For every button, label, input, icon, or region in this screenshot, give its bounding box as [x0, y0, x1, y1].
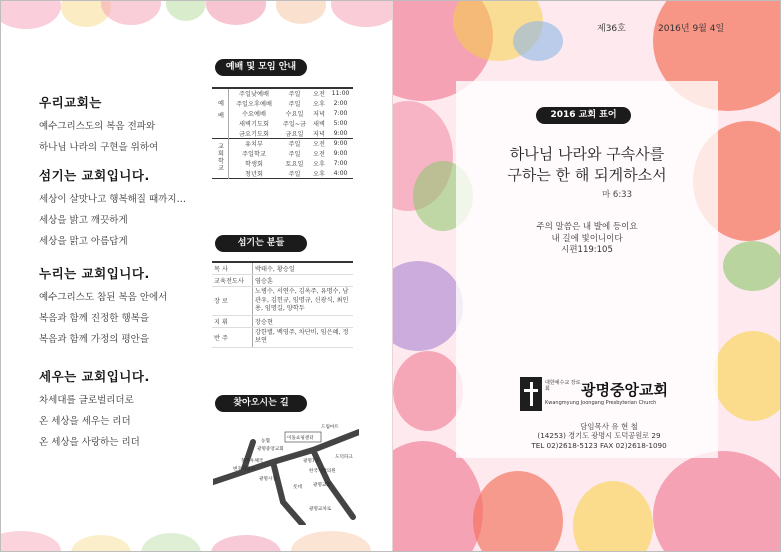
service-name: 유치부 [229, 138, 280, 148]
service-period: 오전 [313, 151, 325, 159]
staff-role: 교육전도사 [212, 275, 253, 287]
table-row [212, 275, 353, 287]
map-label: 이돌쇼핑센터 [287, 436, 314, 441]
issue-number: 제36호 [597, 24, 626, 34]
vision-line: 복음과 함께 가정의 평안을 [39, 334, 150, 345]
floral-border-bottom [1, 525, 393, 552]
vision-heading: 섬기는 교회입니다. [39, 168, 150, 183]
staff-names: 박태수, 황승일 [253, 262, 354, 275]
service-day: 주일 [288, 170, 301, 178]
church-name: 광명중앙교회 [581, 381, 668, 399]
staff-names: 장승현 [253, 315, 354, 327]
flower-decoration [713, 331, 781, 421]
category-label: 예배 [216, 100, 224, 125]
staff-role: 목 사 [212, 262, 253, 275]
table-row [212, 327, 353, 347]
service-period: 오후 [313, 170, 325, 178]
bible-verse [469, 222, 705, 257]
table-row [212, 287, 353, 316]
service-time: 5:00 [333, 119, 348, 127]
vision-line: 예수그리스도의 복음 전파와 [39, 121, 156, 132]
staff-names: 강한별, 백영주, 차단비, 임은혜, 정보연 [253, 327, 354, 347]
map-label: 광명7동 [303, 459, 320, 464]
service-time: 2:00 [333, 100, 348, 108]
table-row [212, 88, 353, 99]
vision-line: 하나님 나라의 구현을 위하여 [39, 142, 159, 153]
flower-decoration [513, 21, 563, 61]
directions-map [213, 422, 359, 525]
vision-heading: 누리는 교회입니다. [39, 266, 150, 281]
service-day: 주일 [288, 101, 301, 109]
service-time: 9:00 [333, 150, 348, 158]
service-name: 새벽기도회 [239, 120, 269, 128]
service-name: 금요기도회 [239, 130, 269, 138]
church-phone: TEL 02)2618-5123 FAX 02)2618-1090 [531, 441, 667, 450]
service-period: 오전 [310, 88, 328, 99]
service-time: 9:00 [333, 129, 348, 137]
map-label: 드림마트 [321, 425, 339, 430]
map-label: 광명시장 [259, 477, 277, 482]
map-label: 한국가정의원 [309, 469, 336, 474]
cross-icon [520, 377, 542, 411]
table-row [212, 138, 353, 148]
church-address: (14253) 경기도 광명시 도덕공원로 29 [537, 431, 661, 440]
staff-role: 지 휘 [212, 315, 253, 327]
church-motto [469, 144, 705, 186]
vision-line: 세상이 살맛나고 행복해질 때까지… [39, 194, 187, 205]
service-day: 토요일 [285, 160, 304, 168]
table-row [212, 118, 353, 128]
verse-line: 주의 말씀은 내 발에 등이요 [536, 222, 638, 232]
bulletin-date: 2016년 9월 4일 [658, 24, 725, 34]
service-time: 11:00 [328, 88, 353, 99]
church-name-english: Kwangmyung Joongang Presbyterian Church [545, 400, 657, 406]
service-name: 수요예배 [242, 110, 266, 118]
staff-role: 장 로 [212, 287, 253, 316]
service-day: 주일 [288, 151, 301, 159]
service-time: 7:00 [333, 109, 348, 117]
service-day: 금요일 [285, 130, 304, 138]
map-label: 광명교회 [313, 483, 331, 488]
vision-line: 세상을 맑고 아름답게 [39, 236, 128, 247]
table-row [212, 99, 353, 109]
worship-title: 예배 및 모임 안내 [215, 59, 307, 76]
service-period: 저녁 [313, 110, 325, 118]
service-name: 주일학교 [242, 151, 266, 159]
service-name: 주일낮예배 [229, 88, 280, 99]
map-label: 도덕파크 [335, 455, 353, 460]
category-cell [212, 88, 229, 138]
table-row [212, 128, 353, 138]
service-period: 저녁 [313, 130, 325, 138]
motto-reference: 마 6:33 [602, 190, 633, 200]
vision-line: 온 세상을 세우는 리더 [39, 416, 131, 427]
table-row [212, 262, 353, 275]
category-label: 교회학교 [216, 143, 224, 172]
service-day: 수요일 [285, 110, 304, 118]
service-time: 4:00 [333, 169, 348, 177]
staff-title: 섬기는 분들 [215, 235, 307, 252]
flower-decoration [723, 241, 781, 291]
category-cell [212, 138, 229, 178]
verse-line: 내 길에 빛이니이다 [551, 233, 623, 244]
map-label: 광명교차로 [309, 507, 332, 512]
vision-line: 복음과 함께 진정한 행복을 [39, 313, 150, 324]
table-row [212, 109, 353, 119]
service-period: 오후 [313, 160, 325, 168]
service-period: 오전 [310, 138, 328, 148]
church-logo [520, 377, 670, 411]
service-period: 오후 [313, 101, 325, 109]
denomination-label: 대한예수교 장로회 [545, 380, 581, 392]
church-contact [501, 431, 697, 451]
motto-line: 하나님 나라와 구속사를 [509, 145, 665, 163]
staff-role: 반 주 [212, 327, 253, 347]
map-label: 변호파출소 [233, 467, 256, 472]
flower-decoration [473, 471, 563, 552]
map-label: 철산우체국 [241, 459, 264, 464]
service-name: 학생회 [245, 160, 263, 168]
vision-line: 세상을 밝고 깨끗하게 [39, 215, 128, 226]
vision-section-3 [39, 264, 209, 345]
vision-section-1 [39, 93, 209, 153]
motto-label: 2016 교회 표어 [536, 107, 631, 124]
verse-line: 시편119:105 [561, 245, 613, 255]
service-period: 새벽 [313, 120, 325, 128]
vision-heading: 우리교회는 [39, 95, 102, 110]
service-day: 주일 [279, 138, 310, 148]
flower-decoration [393, 351, 463, 431]
staff-table [212, 261, 353, 348]
table-row [212, 159, 353, 169]
staff-names: 노병수, 서연수, 김옥주, 유명수, 남관우, 김헌규, 임명규, 신광식, 최인용, 임명길, 양학두 [253, 287, 354, 316]
vision-section-4 [39, 367, 209, 448]
map-label: 광명중앙교회 [257, 447, 284, 452]
service-time: 7:00 [333, 159, 348, 167]
left-panel [1, 1, 393, 552]
service-day: 주일~금 [282, 120, 307, 128]
worship-schedule-table [212, 87, 353, 179]
flower-decoration [573, 481, 653, 552]
vision-line: 온 세상을 사랑하는 리더 [39, 437, 140, 448]
senior-pastor: 담임목사 유 현 철 [580, 422, 638, 431]
service-time: 9:00 [328, 138, 353, 148]
floral-border-top [1, 1, 393, 29]
map-label: 롯데 [293, 485, 302, 490]
table-row [212, 168, 353, 178]
map-road [273, 462, 303, 525]
vision-line: 차세대를 글로벌리더로 [39, 395, 134, 406]
flower-decoration [653, 451, 781, 552]
vision-line: 예수그리스도 참된 복음 안에서 [39, 292, 168, 303]
vision-heading: 세우는 교회입니다. [39, 369, 150, 384]
table-row [212, 149, 353, 159]
staff-names: 염승훈 [253, 275, 354, 287]
service-day: 주일 [279, 88, 310, 99]
flower-decoration [393, 261, 463, 351]
table-row [212, 315, 353, 327]
map-label: 농협 [261, 439, 270, 444]
directions-title: 찾아오시는 길 [215, 395, 307, 412]
service-name: 청년회 [245, 170, 263, 178]
service-name: 주일오후예배 [236, 101, 272, 109]
motto-line: 구하는 한 해 되게하소서 [507, 166, 667, 184]
vision-section-2 [39, 166, 209, 247]
